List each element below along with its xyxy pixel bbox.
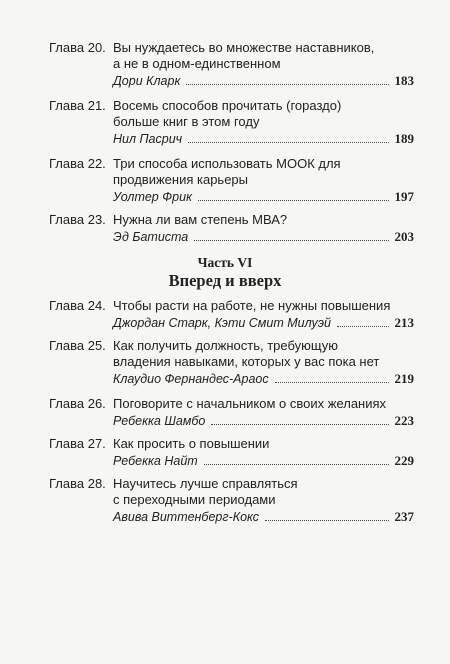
page-number: 229 (394, 453, 414, 468)
page-number: 219 (394, 371, 414, 386)
chapter-title-line: Восемь способов прочитать (гораздо) (113, 98, 342, 113)
chapter-number: Глава 27. (49, 436, 106, 451)
leader-dots (204, 464, 389, 465)
chapter-number: Глава 23. (49, 212, 106, 227)
chapter-title-line: с переходными периодами (113, 492, 276, 507)
leader-dots (186, 84, 388, 85)
chapter-title-line: Чтобы расти на работе, не нужны повышения (113, 298, 391, 313)
page-number: 237 (394, 509, 414, 524)
toc-entry (49, 40, 414, 89)
chapter-title-line: а не в одном-единственном (113, 56, 281, 71)
chapter-title-line: Нужна ли вам степень МВА? (113, 212, 288, 227)
leader-dots (337, 326, 389, 327)
toc-entry (49, 156, 414, 205)
leader-dots (265, 520, 388, 521)
chapter-author: Эд Батиста (113, 230, 189, 244)
chapter-title-line: владения навыками, которых у вас пока нет (113, 354, 380, 369)
chapter-number: Глава 25. (49, 338, 106, 353)
toc-entry (49, 212, 414, 245)
chapter-author: Ребекка Найт (113, 454, 198, 468)
chapter-number: Глава 26. (49, 396, 106, 411)
page-number: 203 (394, 229, 414, 244)
page-number: 213 (394, 315, 414, 330)
leader-dots (194, 240, 388, 241)
leader-dots (211, 424, 388, 425)
page-number: 183 (394, 73, 414, 88)
leader-dots (198, 200, 389, 201)
chapter-title-line: Научитесь лучше справляться (113, 476, 298, 491)
chapter-title-line: Как получить должность, требующую (113, 338, 338, 353)
chapter-number: Глава 22. (49, 156, 106, 171)
chapter-title-line: Вы нуждаетесь во множестве наставников, (113, 40, 375, 55)
toc-entry (49, 338, 414, 387)
chapter-author: Авива Виттенберг-Кокс (113, 510, 260, 524)
page-number: 189 (394, 131, 414, 146)
chapter-author: Клаудио Фернандес-Араос (113, 372, 269, 386)
chapter-author: Дори Кларк (113, 74, 181, 88)
toc-entry (49, 98, 414, 147)
toc-entry (49, 476, 414, 525)
toc-entry (49, 396, 414, 429)
chapter-title-line: больше книг в этом году (113, 114, 260, 129)
toc-entry (49, 298, 414, 331)
leader-dots (275, 382, 389, 383)
chapter-title-line: Как просить о повышении (113, 436, 270, 451)
chapter-title-line: продвижения карьеры (113, 172, 248, 187)
chapter-author: Нил Пасрич (113, 132, 183, 146)
page-number: 223 (394, 413, 414, 428)
chapter-number: Глава 20. (49, 40, 106, 55)
part-title: Вперед и вверх (168, 271, 282, 290)
leader-dots (188, 142, 388, 143)
chapter-author: Уолтер Фрик (113, 190, 192, 204)
toc-entry (49, 436, 414, 469)
part-label: Часть VI (197, 255, 253, 270)
page-number: 197 (394, 189, 414, 204)
chapter-title-line: Поговорите с начальником о своих желаниях (113, 396, 387, 411)
chapter-number: Глава 28. (49, 476, 106, 491)
chapter-title-line: Три способа использовать МООК для (113, 156, 341, 171)
chapter-number: Глава 21. (49, 98, 106, 113)
chapter-number: Глава 24. (49, 298, 106, 313)
chapter-author: Джордан Старк, Кэти Смит Милуэй (113, 316, 331, 330)
chapter-author: Ребекка Шамбо (113, 414, 206, 428)
